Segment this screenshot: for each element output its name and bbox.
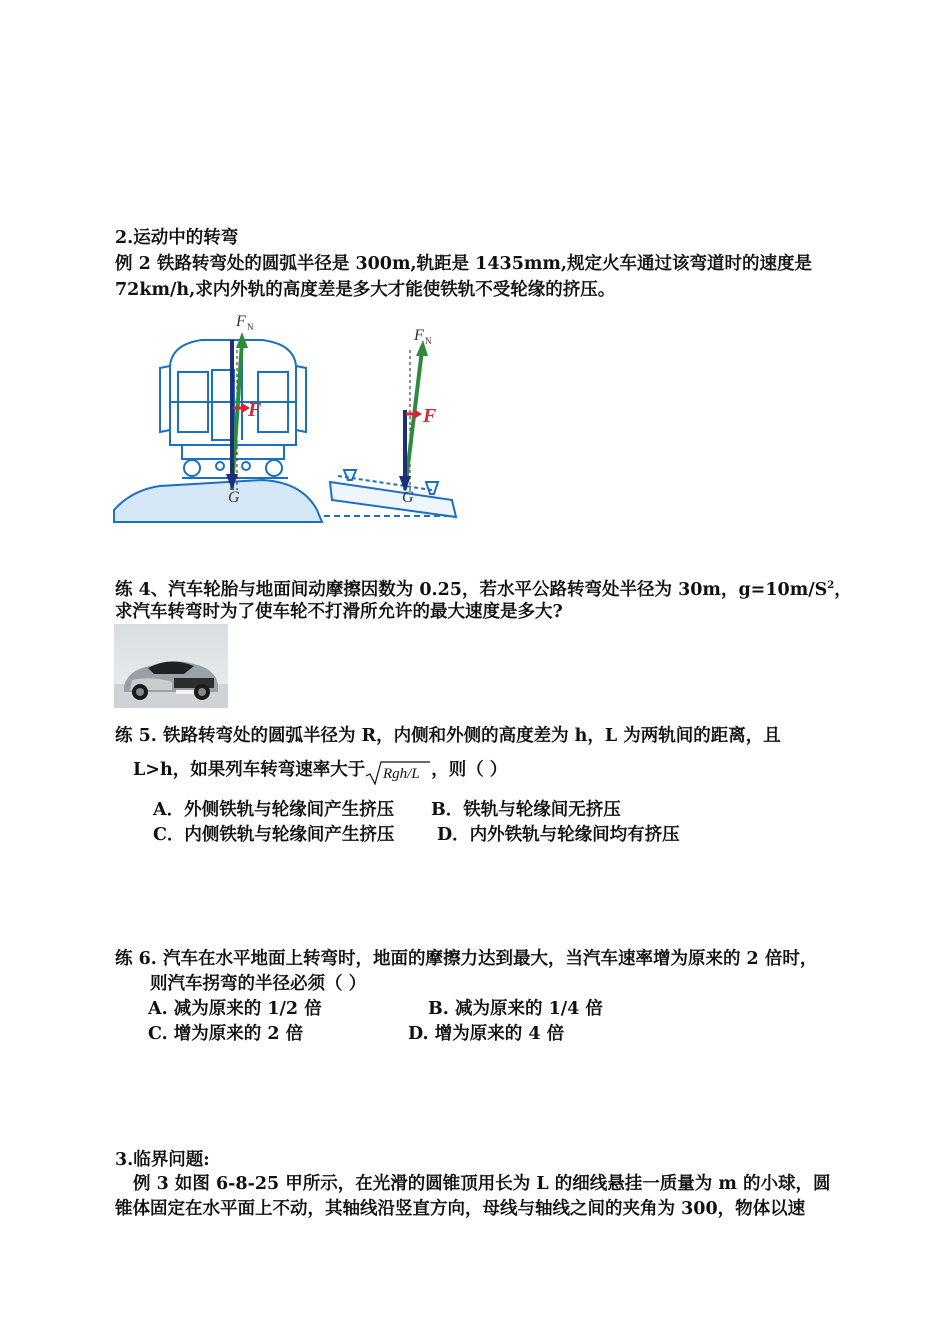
f-label-left: F xyxy=(248,399,262,421)
g-label-left: G xyxy=(228,489,240,506)
svg-text:Rgh/L: Rgh/L xyxy=(383,765,420,782)
example3-line2: 锥体固定在水平面上不动，其轴线沿竖直方向，母线与轴线之间的夹角为 300，物体以速 xyxy=(115,1199,806,1219)
exercise4-line2: 求汽车转弯时为了使车轮不打滑所允许的最大速度是多大? xyxy=(115,602,563,622)
exercise5-option-a: A．外侧铁轨与轮缘间产生挤压 xyxy=(153,800,395,820)
exercise4-line1: 练 4、汽车轮胎与地面间动摩擦因数为 0.25，若水平公路转弯处半径为 30m，$g=10m/S^2$， xyxy=(115,579,852,600)
example3-line1: 例 3 如图 6-8-25 甲所示，在光滑的圆锥顶用长为 L 的细线悬挂一质量为 m 的小球，圆 xyxy=(133,1174,831,1194)
section-heading: 2.运动中的转弯 xyxy=(115,228,239,248)
exercise5-option-d: D．内外铁轨与轮缘间均有挤压 xyxy=(437,825,680,845)
exercise6-option-c: C. 增为原来的 2 倍 xyxy=(148,1024,304,1044)
fn-sub-left: N xyxy=(247,322,254,332)
exercise5-option-b: B．铁轨与轮缘间无挤压 xyxy=(431,800,621,820)
sports-car-photo xyxy=(114,624,228,708)
exercise6-line1: 练 6. 汽车在水平地面上转弯时，地面的摩擦力达到最大，当汽车速率增为原来的 2 倍时， xyxy=(115,949,818,969)
example2-line1: 例 2 铁路转弯处的圆弧半径是 300m,轨距是 1435mm,规定火车通过该弯道时的速度是 xyxy=(115,254,813,274)
train-force-diagram xyxy=(112,310,472,528)
section3-heading: 3.临界问题: xyxy=(115,1150,210,1170)
sqrt-expression xyxy=(365,760,431,786)
exercise6-option-d: D. 增为原来的 4 倍 xyxy=(408,1024,565,1044)
g-label-right: G xyxy=(402,489,414,506)
fn-sub-right: N xyxy=(425,336,432,346)
f-label-right: F xyxy=(423,405,437,427)
exercise5-line2: L>h，如果列车转弯速率大于 Rgh/L ，则（ ） xyxy=(133,758,507,786)
exercise5-line1: 练 5. 铁路转弯处的圆弧半径为 R，内侧和外侧的高度差为 h，L 为两轨间的距离，且 xyxy=(115,726,781,746)
exercise6-option-b: B. 减为原来的 1/4 倍 xyxy=(428,999,603,1019)
fn-label-right: F xyxy=(414,327,424,344)
exercise6-line2: 则汽车拐弯的半径必须（ ） xyxy=(150,974,367,994)
fn-label-left: F xyxy=(236,313,246,330)
example2-line2: 72km/h,求内外轨的高度差是多大才能使铁轨不受轮缘的挤压。 xyxy=(115,280,616,300)
exercise5-option-c: C．内侧铁轨与轮缘间产生挤压 xyxy=(153,825,395,845)
exercise6-option-a: A. 减为原来的 1/2 倍 xyxy=(148,999,322,1019)
